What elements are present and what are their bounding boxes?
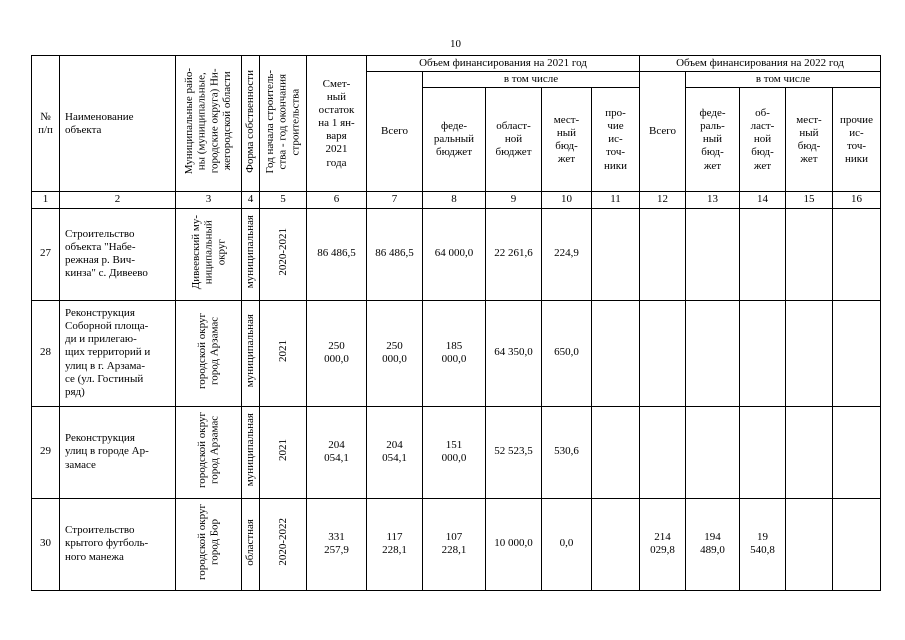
row-other-2021 xyxy=(592,498,640,590)
col-number: 5 xyxy=(260,192,307,208)
col-number: 4 xyxy=(242,192,260,208)
col-number: 8 xyxy=(423,192,486,208)
row-municipality-text: Дивеевский му- ниципальный округ xyxy=(189,214,227,290)
table-row xyxy=(32,406,881,498)
row-total-2021: 117 228,1 xyxy=(367,498,423,590)
col-header-ownership xyxy=(242,56,260,192)
col-number: 2 xyxy=(60,192,176,208)
col-number: 15 xyxy=(786,192,833,208)
col-header-other-2021: про- чие ис- точ- ники xyxy=(592,88,640,192)
row-regional-2021: 10 000,0 xyxy=(486,498,542,590)
row-local-2021: 530,6 xyxy=(542,406,592,498)
col-header-regional-2021: област- ной бюджет xyxy=(486,88,542,192)
col-header-name: Наименование объекта xyxy=(60,56,176,192)
row-other-2022 xyxy=(833,300,881,406)
table-row xyxy=(32,300,881,406)
financing-table xyxy=(31,55,881,591)
row-remainder: 331 257,9 xyxy=(307,498,367,590)
row-municipality-text: городской округ город Арзамас xyxy=(195,411,221,488)
row-num: 28 xyxy=(32,300,60,406)
row-object-name: Строительство объекта "Набе- режная р. Вич- кинза" с. Дивеево xyxy=(60,208,176,300)
row-municipality xyxy=(176,498,242,590)
col-header-years xyxy=(260,56,307,192)
row-total-2021: 86 486,5 xyxy=(367,208,423,300)
row-ownership-text: муниципальная xyxy=(244,413,257,487)
row-local-2021: 0,0 xyxy=(542,498,592,590)
row-num: 27 xyxy=(32,208,60,300)
col-header-municipality-text: Муниципальные райо- ны (муниципальные, городские округа) Ни- жегородской области xyxy=(183,68,234,175)
col-header-federal-2021: феде- ральный бюджет xyxy=(423,88,486,192)
row-years-text: 2021 xyxy=(276,339,289,362)
header-row-1 xyxy=(32,56,881,72)
row-local-2022 xyxy=(786,300,833,406)
row-regional-2022: 19 540,8 xyxy=(740,498,786,590)
col-header-federal-2022: феде- раль- ный бюд- жет xyxy=(686,88,740,192)
row-federal-2022 xyxy=(686,300,740,406)
row-federal-2021: 64 000,0 xyxy=(423,208,486,300)
col-header-years-text: Год начала строитель- ства - год окончания строительства xyxy=(264,69,302,174)
col-number: 10 xyxy=(542,192,592,208)
row-local-2022 xyxy=(786,208,833,300)
col-number: 14 xyxy=(740,192,786,208)
row-ownership-text: муниципальная xyxy=(244,314,257,388)
row-remainder: 250 000,0 xyxy=(307,300,367,406)
row-local-2021: 224,9 xyxy=(542,208,592,300)
row-federal-2022: 194 489,0 xyxy=(686,498,740,590)
row-federal-2021: 185 000,0 xyxy=(423,300,486,406)
col-header-other-2022: прочие ис- точ- ники xyxy=(833,88,881,192)
row-regional-2022 xyxy=(740,300,786,406)
row-municipality-text: городской округ город Арзамас xyxy=(195,312,221,389)
row-municipality xyxy=(176,300,242,406)
row-federal-2022 xyxy=(686,406,740,498)
row-ownership-text: муниципальная xyxy=(244,215,257,289)
row-total-2022 xyxy=(640,300,686,406)
row-years xyxy=(260,498,307,590)
col-header-local-2021: мест- ный бюд- жет xyxy=(542,88,592,192)
row-total-2021: 204 054,1 xyxy=(367,406,423,498)
col-header-ownership-text: Форма собственности xyxy=(244,70,257,174)
row-remainder: 204 054,1 xyxy=(307,406,367,498)
col-number: 13 xyxy=(686,192,740,208)
row-remainder: 86 486,5 xyxy=(307,208,367,300)
row-ownership-text: областная xyxy=(244,518,257,566)
row-municipality-text: городской округ город Бор xyxy=(195,503,221,580)
col-header-total-2021: Всего xyxy=(367,72,423,192)
row-num: 30 xyxy=(32,498,60,590)
row-years-text: 2020-2021 xyxy=(276,228,289,276)
row-other-2021 xyxy=(592,208,640,300)
col-number: 9 xyxy=(486,192,542,208)
table-row xyxy=(32,498,881,590)
col-header-fin2021: Объем финансирования на 2021 год xyxy=(367,56,640,72)
col-header-fin2022: Объем финансирования на 2022 год xyxy=(640,56,881,72)
row-years xyxy=(260,208,307,300)
row-total-2021: 250 000,0 xyxy=(367,300,423,406)
col-number: 12 xyxy=(640,192,686,208)
col-header-incl-2022: в том числе xyxy=(686,72,881,88)
col-number: 7 xyxy=(367,192,423,208)
row-regional-2021: 64 350,0 xyxy=(486,300,542,406)
row-years xyxy=(260,300,307,406)
col-number: 6 xyxy=(307,192,367,208)
page-number: 10 xyxy=(450,38,461,50)
col-header-municipality xyxy=(176,56,242,192)
row-total-2022: 214 029,8 xyxy=(640,498,686,590)
row-municipality xyxy=(176,406,242,498)
row-ownership xyxy=(242,406,260,498)
row-total-2022 xyxy=(640,208,686,300)
col-header-remainder: Смет- ный остаток на 1 ян- варя 2021 года xyxy=(307,56,367,192)
table-row xyxy=(32,208,881,300)
row-years-text: 2020-2022 xyxy=(276,518,289,566)
col-number: 16 xyxy=(833,192,881,208)
col-header-incl-2021: в том числе xyxy=(423,72,640,88)
row-regional-2022 xyxy=(740,406,786,498)
row-local-2022 xyxy=(786,406,833,498)
col-header-total-2022: Всего xyxy=(640,72,686,192)
row-other-2022 xyxy=(833,498,881,590)
row-ownership xyxy=(242,498,260,590)
column-number-row xyxy=(32,192,881,208)
row-years xyxy=(260,406,307,498)
row-other-2021 xyxy=(592,406,640,498)
row-regional-2021: 52 523,5 xyxy=(486,406,542,498)
row-total-2022 xyxy=(640,406,686,498)
row-other-2022 xyxy=(833,208,881,300)
row-regional-2021: 22 261,6 xyxy=(486,208,542,300)
row-municipality xyxy=(176,208,242,300)
col-header-num: № п/п xyxy=(32,56,60,192)
row-num: 29 xyxy=(32,406,60,498)
row-object-name: Строительство крытого футболь- ного манежа xyxy=(60,498,176,590)
row-local-2022 xyxy=(786,498,833,590)
row-years-text: 2021 xyxy=(276,438,289,461)
row-federal-2022 xyxy=(686,208,740,300)
col-number: 11 xyxy=(592,192,640,208)
row-federal-2021: 107 228,1 xyxy=(423,498,486,590)
row-object-name: Реконструкция Соборной площа- ди и прилегаю- щих территорий и улиц в г. Арзама- се (ул. Гостиный ряд) xyxy=(60,300,176,406)
row-local-2021: 650,0 xyxy=(542,300,592,406)
row-federal-2021: 151 000,0 xyxy=(423,406,486,498)
row-object-name: Реконструкция улиц в городе Ар- замасе xyxy=(60,406,176,498)
row-ownership xyxy=(242,208,260,300)
col-number: 3 xyxy=(176,192,242,208)
col-header-local-2022: мест- ный бюд- жет xyxy=(786,88,833,192)
col-number: 1 xyxy=(32,192,60,208)
col-header-regional-2022: об- ласт- ной бюд- жет xyxy=(740,88,786,192)
row-ownership xyxy=(242,300,260,406)
row-other-2021 xyxy=(592,300,640,406)
row-other-2022 xyxy=(833,406,881,498)
row-regional-2022 xyxy=(740,208,786,300)
